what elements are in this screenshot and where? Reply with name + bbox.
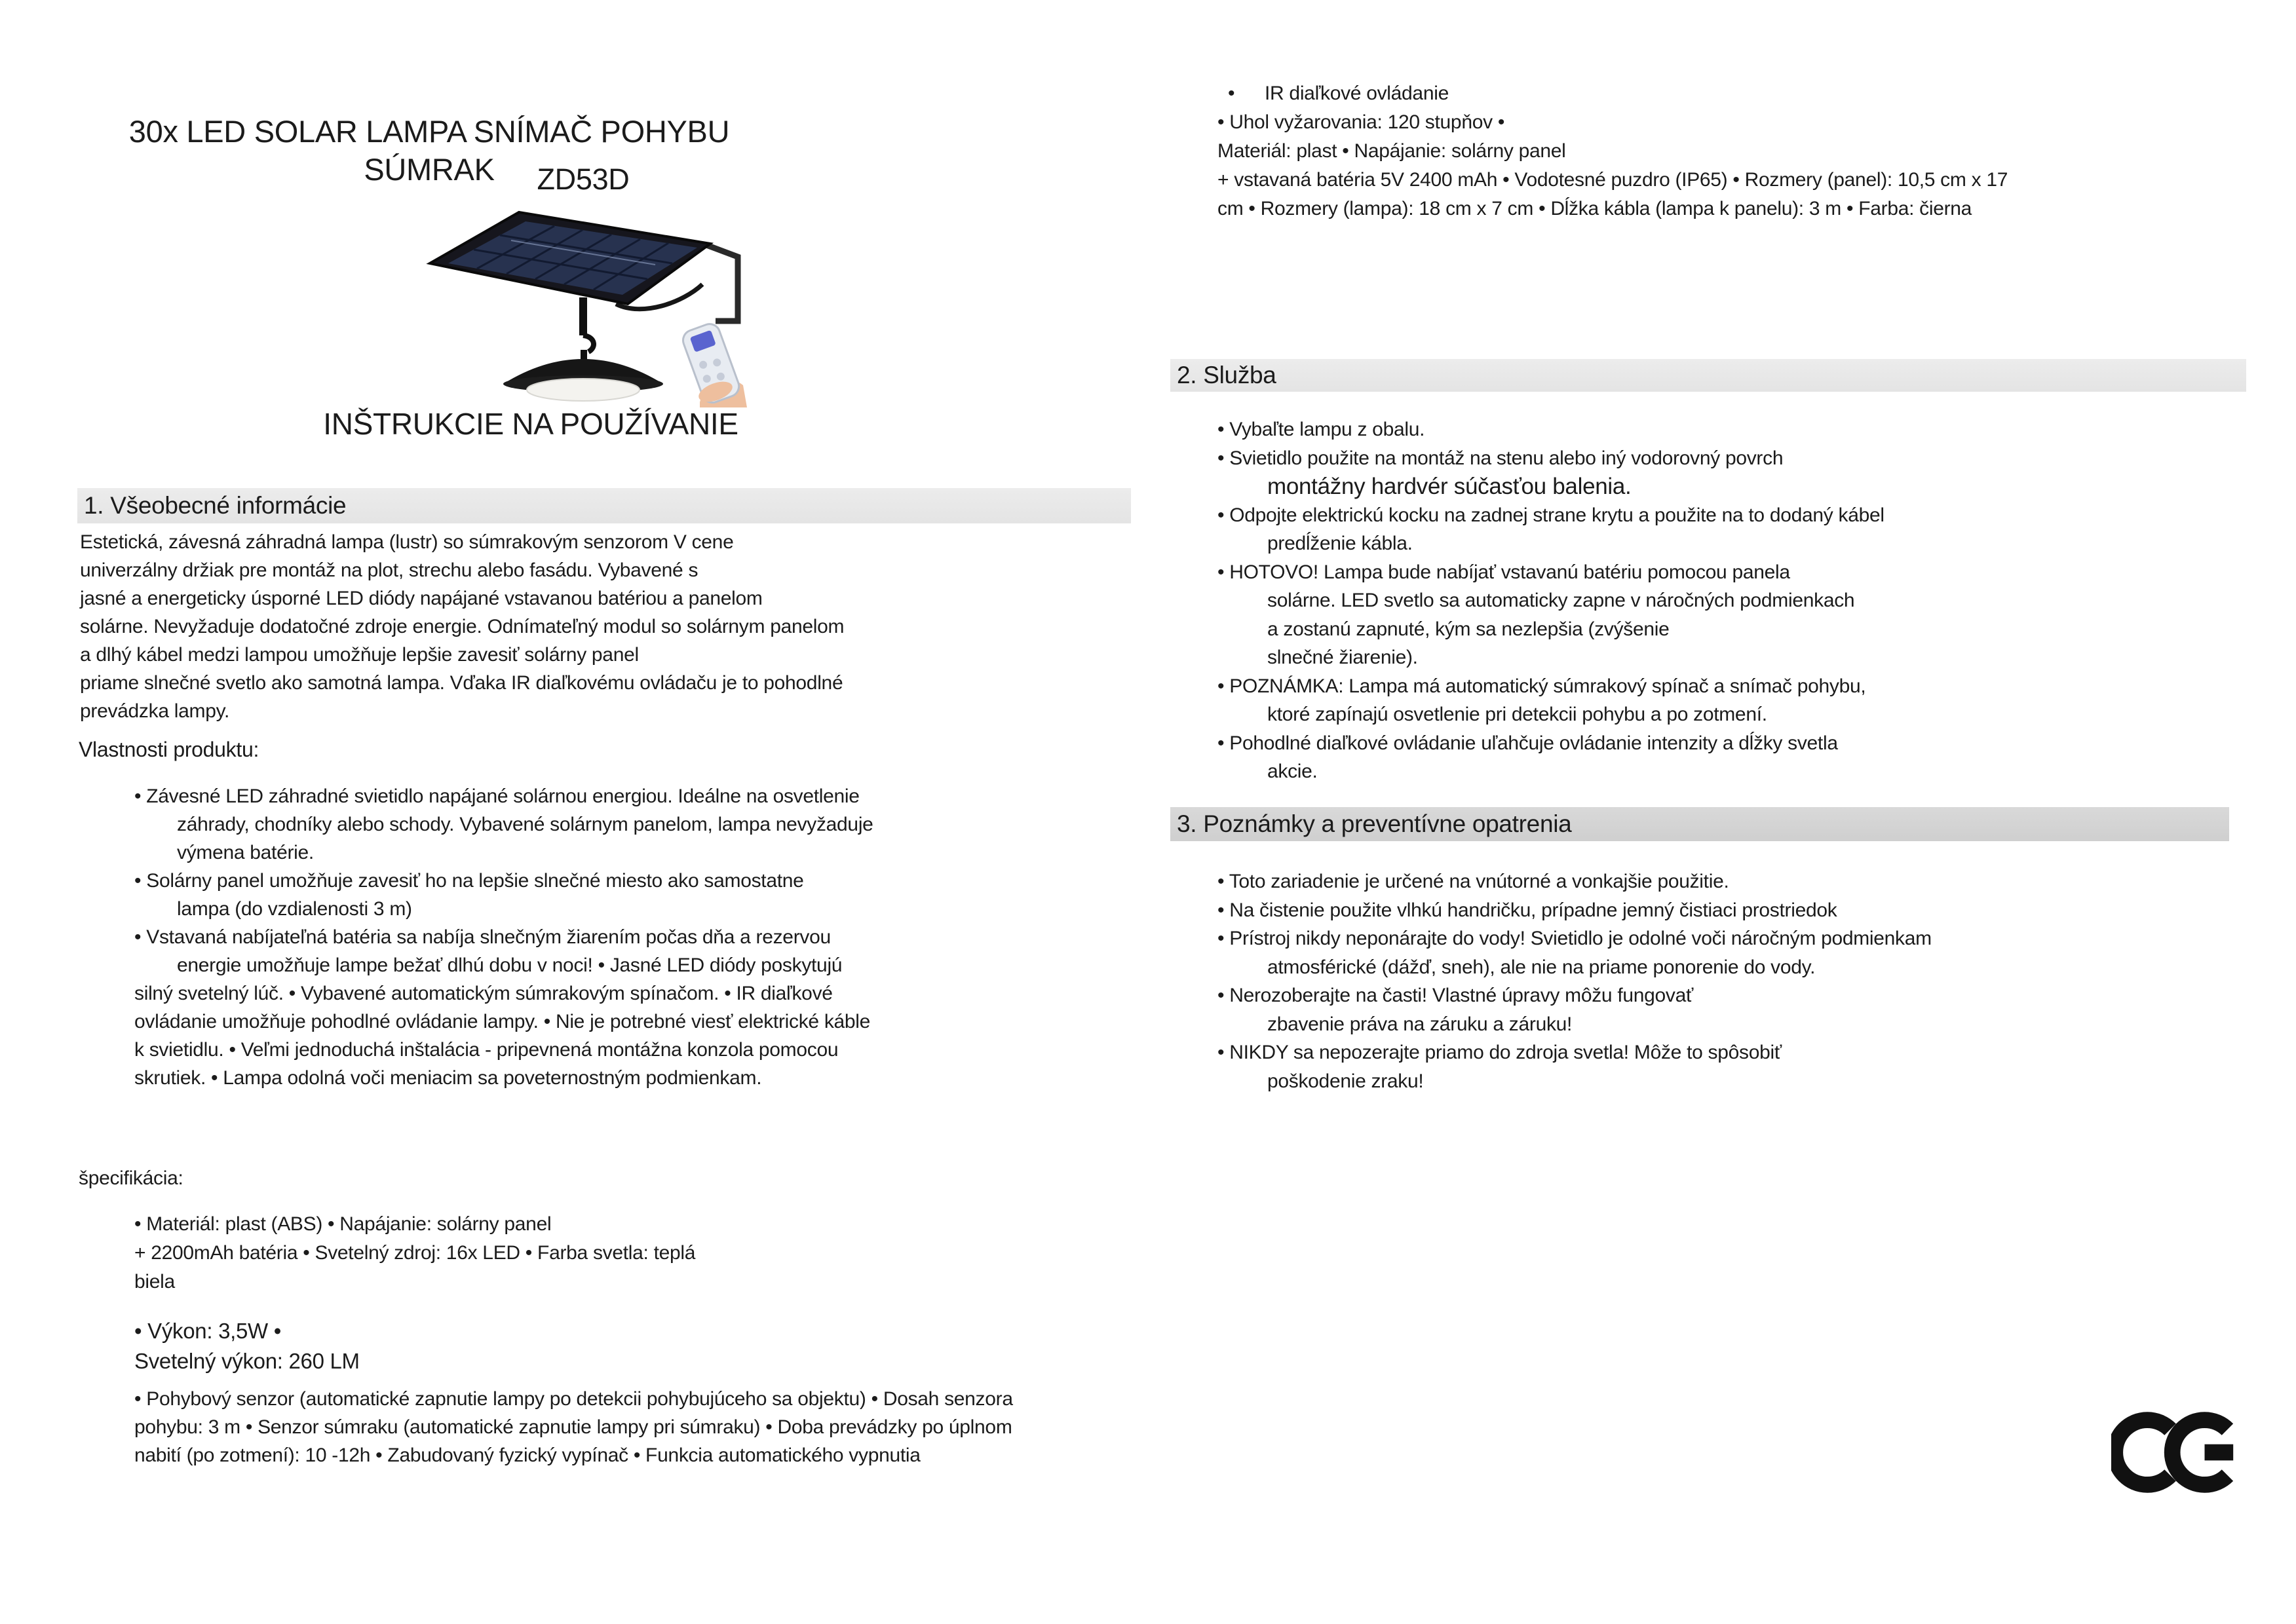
text-line: atmosférické (dážď, sneh), ale nie na priame ponorenie do vody. <box>1267 956 1816 978</box>
ce-mark <box>2111 1403 2236 1501</box>
text-line: • Pohodlné diaľkové ovládanie uľahčuje ovládanie intenzity a dĺžky svetla <box>1217 732 1838 754</box>
section-1-header: 1. Všeobecné informácie <box>77 488 1131 523</box>
text-line: pohybu: 3 m • Senzor súmraku (automatické zapnutie lampy pri súmraku) • Doba prevádzky po úplnom <box>134 1416 1012 1438</box>
sensor-paragraph <box>79 1385 1140 1469</box>
general-info-paragraph <box>80 528 1141 725</box>
text-line: biela <box>134 1271 175 1293</box>
text-line: • Výkon: 3,5W • <box>134 1319 282 1343</box>
text-line: • Vstavaná nabíjateľná batéria sa nabíja slnečným žiarením počas dňa a rezervou <box>134 926 831 948</box>
text-line: slnečné žiarenie). <box>1267 647 1418 668</box>
text-line: Svetelný výkon: 260 LM <box>134 1349 360 1373</box>
text-line: • POZNÁMKA: Lampa má automatický súmrakový spínač a snímač pohybu, <box>1217 675 1866 697</box>
solar-lamp-illustration <box>419 204 747 407</box>
notes-list <box>1217 867 2253 1095</box>
remote-control-in-hand <box>680 321 747 407</box>
text-line: priame slnečné svetlo ako samotná lampa. Vďaka IR diaľkovému ovládaču je to pohodlné <box>80 672 843 694</box>
text-line: lampa (do vzdialenosti 3 m) <box>177 898 412 920</box>
text-line: jasné a energeticky úsporné LED diódy napájané vstavanou batériou a panelom <box>80 588 763 609</box>
text-line: montážny hardvér súčasťou balenia. <box>1267 474 1632 499</box>
text-line: • Materiál: plast (ABS) • Napájanie: solárny panel <box>134 1213 552 1235</box>
text-line: • Vybaľte lampu z obalu. <box>1217 419 1425 440</box>
section-2-header: 2. Služba <box>1170 359 2246 392</box>
text-line: solárne. Nevyžaduje dodatočné zdroje energie. Odnímateľný modul so solárnym panelom <box>80 616 845 637</box>
service-list <box>1217 415 2253 786</box>
text-line: • Toto zariadenie je určené na vnútorné a vonkajšie použitie. <box>1217 871 1729 892</box>
text-line: a dlhý kábel medzi lampou umožňuje lepšie zavesiť solárny panel <box>80 644 639 666</box>
text-line: • HOTOVO! Lampa bude nabíjať vstavanú batériu pomocou panela <box>1217 561 1790 583</box>
features-heading: Vlastnosti produktu: <box>79 738 259 761</box>
text-line: poškodenie zraku! <box>1267 1070 1424 1092</box>
ce-mark-icon <box>2111 1403 2236 1501</box>
text-line: • Závesné LED záhradné svietidlo napájané solárnou energiou. Ideálne na osvetlenie <box>134 785 860 807</box>
text-line: skrutiek. • Lampa odolná voči meniacim sa poveternostným podmienkam. <box>134 1067 762 1089</box>
text-line: Estetická, závesná záhradná lampa (lustr) so súmrakovým senzorom V cene <box>80 531 734 553</box>
text-line: Materiál: plast • Napájanie: solárny panel <box>1217 140 1566 162</box>
text-line: • IR diaľkové ovládanie <box>1217 79 2253 108</box>
text-line: výmena batérie. <box>177 842 314 863</box>
bullet-marker: • <box>1228 83 1235 104</box>
text-line: nabití (po zotmení): 10 -12h • Zabudovaný fyzický vypínač • Funkcia automatického vypnutia <box>134 1445 921 1466</box>
text-line: cm • Rozmery (lampa): 18 cm x 7 cm • Dĺžka kábla (lampa k panelu): 3 m • Farba: čierna <box>1217 198 1972 219</box>
text-line: + 2200mAh batéria • Svetelný zdroj: 16x LED • Farba svetla: teplá <box>134 1242 696 1264</box>
text-line: • Solárny panel umožňuje zavesiť ho na lepšie slnečné miesto ako samostatne <box>134 870 804 892</box>
power-output-lines <box>79 1316 865 1376</box>
text-line: • Uhol vyžarovania: 120 stupňov • <box>1217 111 1505 133</box>
text-line: akcie. <box>1267 761 1318 782</box>
pendant-lamp <box>503 297 663 401</box>
text-line: • Na čistenie použite vlhkú handričku, prípadne jemný čistiaci prostriedok <box>1217 899 1837 921</box>
text-line: ovládanie umožňuje pohodlné ovládanie lampy. • Nie je potrebné viesť elektrické káble <box>134 1011 871 1032</box>
text-line: • Odpojte elektrickú kocku na zadnej strane krytu a použite na to dodaný kábel <box>1217 504 1885 526</box>
document-title: 30x LED SOLAR LAMPA SNÍMAČ POHYBU SÚMRAK <box>128 114 730 187</box>
text-line: záhrady, chodníky alebo schody. Vybavené solárnym panelom, lampa nevyžaduje <box>177 814 873 835</box>
top-spec-list <box>1217 79 2253 223</box>
text-line: • Svietidlo použite na montáž na stenu alebo iný vodorovný povrch <box>1217 447 1784 469</box>
text-line: • Nerozoberajte na časti! Vlastné úpravy môžu fungovať <box>1217 985 1693 1006</box>
product-figure <box>419 204 747 407</box>
wall-bracket <box>706 245 738 321</box>
text-line: silný svetelný lúč. • Vybavené automatickým súmrakovým spínačom. • IR diaľkové <box>134 983 833 1004</box>
features-list <box>79 782 1140 1092</box>
text-line: predĺženie kábla. <box>1267 533 1413 554</box>
solar-panel <box>430 212 710 304</box>
text-line: • Pohybový senzor (automatické zapnutie lampy po detekcii pohybujúceho sa objektu) • Dosah senzora <box>134 1388 1013 1410</box>
section-3-header: 3. Poznámky a preventívne opatrenia <box>1170 807 2229 841</box>
text-line: k svietidlu. • Veľmi jednoduchá inštalácia - pripevnená montážna konzola pomocou <box>134 1039 839 1061</box>
model-number: ZD53D <box>537 162 630 196</box>
text-line: energie umožňuje lampe bežať dlhú dobu v noci! • Jasné LED diódy poskytujú <box>177 954 843 976</box>
text-line: univerzálny držiak pre montáž na plot, strechu alebo fasádu. Vybavené s <box>80 559 698 581</box>
text-line: zbavenie práva na záruku a záruku! <box>1267 1013 1573 1035</box>
text-line: • Prístroj nikdy neponárajte do vody! Svietidlo je odolné voči náročným podmienkam <box>1217 928 1932 949</box>
text-line: solárne. LED svetlo sa automaticky zapne v náročných podmienkach <box>1267 590 1855 611</box>
text-line: a zostanú zapnuté, kým sa nezlepšia (zvýšenie <box>1267 618 1670 640</box>
text-line: prevádzka lampy. <box>80 700 230 722</box>
text-line: • NIKDY sa nepozerajte priamo do zdroja svetla! Môže to spôsobiť <box>1217 1042 1782 1063</box>
text-line: + vstavaná batéria 5V 2400 mAh • Vodotesné puzdro (IP65) • Rozmery (panel): 10,5 cm x 17 <box>1217 169 2008 191</box>
specification-heading: špecifikácia: <box>79 1167 183 1189</box>
usage-instructions-heading: INŠTRUKCIE NA POUŽÍVANIE <box>323 407 738 441</box>
specification-list <box>79 1210 996 1296</box>
text-line: ktoré zapínajú osvetlenie pri detekcii pohybu a po zotmení. <box>1267 704 1767 725</box>
